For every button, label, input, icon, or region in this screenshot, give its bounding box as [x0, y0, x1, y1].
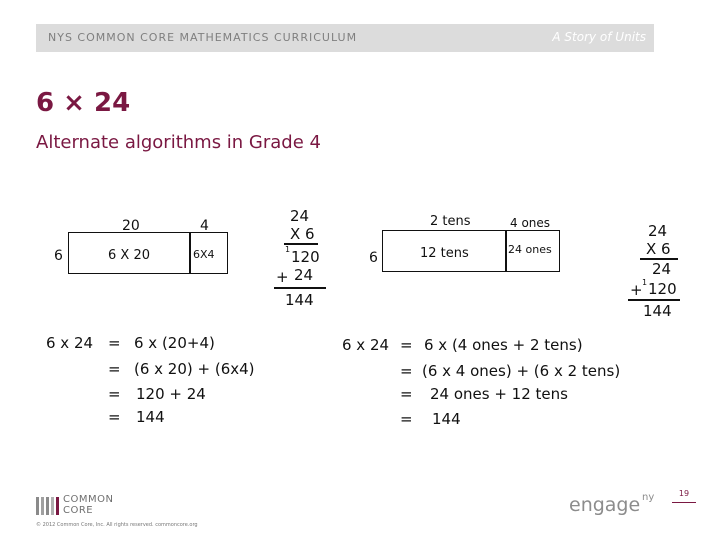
equals-sign: =: [400, 336, 413, 354]
top-label-4: 4: [200, 218, 209, 234]
cell-6x20: 6 X 20: [108, 248, 150, 263]
page-number-underline: [672, 502, 696, 503]
equals-sign: =: [108, 385, 121, 403]
engage-brand: engage: [569, 494, 641, 516]
engage-brand-sup: ny: [642, 492, 655, 503]
equation-lhs: 6 x 24: [342, 336, 390, 354]
equals-sign: =: [108, 360, 121, 378]
sum-line: [628, 299, 680, 301]
partial-product-1: 120: [291, 248, 320, 266]
plus-sign: +: [630, 281, 643, 299]
curriculum-title: NYS COMMON CORE MATHEMATICS CURRICULUM: [48, 31, 358, 44]
slide-subtitle: Alternate algorithms in Grade 4: [36, 132, 321, 153]
plus-sign: +: [276, 268, 289, 286]
equals-sign: =: [400, 385, 413, 403]
multiplicand: 24: [648, 222, 668, 240]
step-2: (6 x 20) + (6x4): [134, 360, 255, 378]
partial-product-2: 24: [294, 266, 314, 284]
step-3: 24 ones + 12 tens: [430, 385, 568, 403]
final-product: 144: [285, 291, 314, 309]
top-label-2-tens: 2 tens: [430, 214, 471, 229]
side-label-6: 6: [54, 248, 63, 264]
side-label-6: 6: [369, 250, 378, 266]
equals-sign: =: [400, 362, 413, 380]
step-3: 120 + 24: [136, 385, 206, 403]
regroup-mark: 1: [285, 245, 291, 254]
cell-24-ones: 24 ones: [508, 243, 552, 256]
step-4: 144: [432, 410, 461, 428]
partial-product-1: 24: [652, 260, 672, 278]
equals-sign: =: [400, 410, 413, 428]
step-1: 6 x (4 ones + 2 tens): [424, 336, 583, 354]
final-product: 144: [643, 302, 672, 320]
page-number: 19: [678, 489, 690, 498]
step-4: 144: [136, 408, 165, 426]
equals-sign: =: [108, 334, 121, 352]
equals-sign: =: [108, 408, 121, 426]
multiplier: X 6: [290, 225, 315, 243]
area-divider: [505, 230, 507, 272]
top-label-20: 20: [122, 218, 140, 234]
regroup-mark: 1: [642, 278, 648, 287]
story-of-units-label: A Story of Units: [552, 30, 646, 44]
equation-lhs: 6 x 24: [46, 334, 94, 352]
step-1: 6 x (20+4): [134, 334, 215, 352]
cell-12-tens: 12 tens: [420, 246, 469, 261]
sum-line: [274, 287, 326, 289]
area-divider: [189, 232, 191, 274]
top-label-4-ones: 4 ones: [510, 216, 551, 230]
logo-text-core: CORE: [63, 505, 94, 516]
multiplicand: 24: [290, 207, 310, 225]
copyright-notice: © 2012 Common Core, Inc. All rights reserved. commoncore.org: [36, 522, 198, 528]
header-bar: [36, 24, 654, 52]
multiplier: X 6: [646, 240, 671, 258]
logo-text-common: COMMON: [63, 494, 114, 505]
cell-6x4: 6X4: [193, 248, 215, 261]
slide-title: 6 × 24: [36, 88, 131, 118]
partial-product-2: 120: [648, 280, 677, 298]
step-2: (6 x 4 ones) + (6 x 2 tens): [422, 362, 621, 380]
